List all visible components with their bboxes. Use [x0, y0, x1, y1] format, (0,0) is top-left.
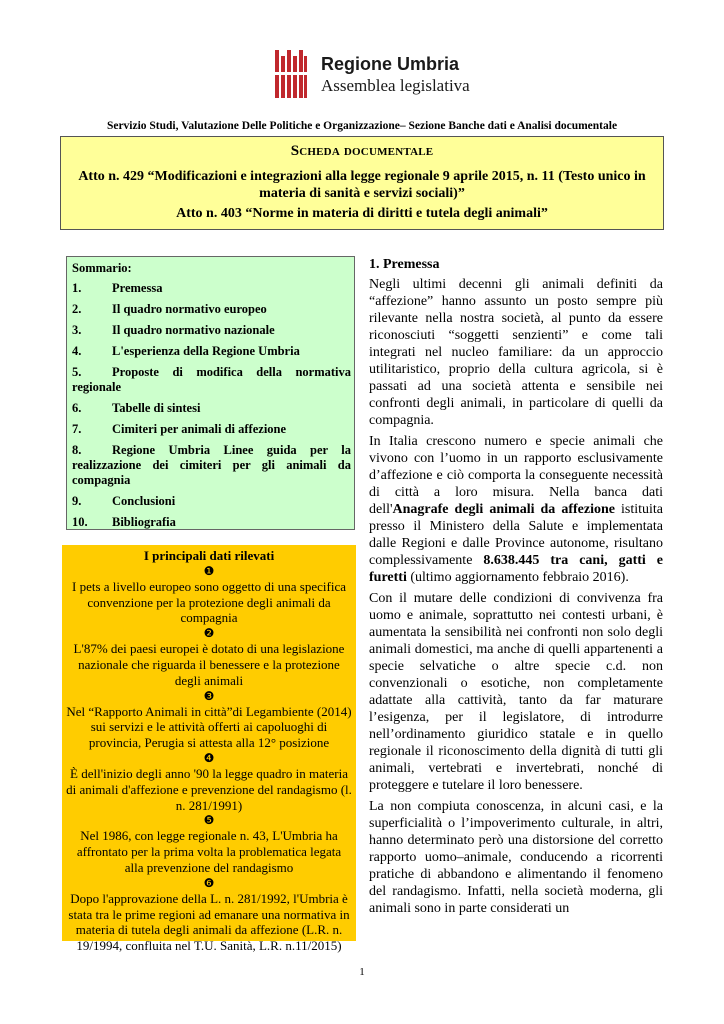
scheda-box	[60, 136, 664, 230]
sommario-item-number: 8.	[72, 443, 82, 457]
premessa-paragraph: Negli ultimi decenni gli animali definiti da “affezione” hanno assunto un posto sempre più rilevante nella nostra società, al punto da essere riconosciuti “soggetti senzienti” e come tali integrati nel nucleo familiare: da un approccio utilitaristico, proprio della cultura agricola, si è passati ad una società attenta e sensibile nei confronti degli animali, in particolare di quelli da compagnia.	[369, 277, 663, 428]
sommario-title: Sommario:	[72, 261, 132, 275]
page-number: 1	[359, 966, 365, 978]
dati-item-text: Nel 1986, con legge regionale n. 43, L'Umbria ha affrontato per la prima volta la problematica legata alla prevenzione del randagismo	[76, 828, 342, 875]
number-2-icon: ❷	[203, 626, 215, 641]
dati-item-text: I pets a livello europeo sono oggetto di una specifica convenzione per la protezione degli animali da compagnia	[71, 578, 346, 626]
premessa-section	[369, 256, 663, 921]
dati-item-text: È dell'inizio degli anno '90 la legge quadro in materia di animali d'affezione e prevenzione del randagismo (l. n. 281/1991)	[66, 765, 352, 813]
sommario-item-label: Il quadro normativo nazionale	[112, 323, 275, 337]
sommario-item	[72, 515, 351, 530]
sommario-item-number: 3.	[72, 323, 82, 337]
number-5-icon: ❺	[203, 813, 215, 828]
sommario-item-number: 1.	[72, 281, 82, 295]
premessa-paragraph: La non compiuta conoscenza, in alcuni casi, e la superficialità o l’impoverimento culturale, in altri, hanno determinato però una distorsione del corretto rapporto uomo–animale, conducendo a ricorrenti pratiche di abbandono e alimentando il fenomeno del randagismo. Infatti, nella società moderna, gli animali sono in parte considerati un	[369, 799, 663, 916]
scheda-heading	[61, 143, 663, 160]
sommario-item-label: Proposte di modifica della normativa regionale	[72, 365, 351, 394]
anagrafe-bold: Anagrafe degli animali da affezione	[392, 502, 615, 517]
atto-403-title: Atto n. 403 “Norme in materia di diritti e tutela degli animali”	[176, 206, 548, 221]
text-run: (ultimo aggiornamento febbraio 2016).	[406, 570, 629, 585]
sommario-item	[72, 323, 351, 338]
service-line: Servizio Studi, Valutazione Delle Politiche e Organizzazione– Sezione Banche dati e Analisi documentale	[106, 120, 618, 132]
sommario-item	[72, 281, 351, 296]
number-4-icon: ❹	[203, 750, 215, 765]
sommario-item-number: 10.	[72, 515, 88, 529]
sommario-item	[72, 422, 351, 437]
sommario-item-label: Bibliografia	[112, 515, 176, 529]
sommario-item	[72, 302, 351, 317]
text-run: In Italia crescono numero e specie animali che vivono con l’uomo in un rapporto esclusivamente d’affezione e ciò comporta la conseguente necessità di città a loro misura. Nella banca dati dell'	[369, 434, 663, 517]
sommario-item-number: 2.	[72, 302, 82, 316]
sommario-item-number: 9.	[72, 494, 82, 508]
dati-title: I principali dati rilevati	[143, 548, 275, 563]
dati-item-text: Dopo l'approvazione della L. n. 281/1992, l'Umbria è stata tra le prime regioni ad emanare una normativa in materia di tutela degli animali da affezione (L.R. n. 19/1994, confluita nel T.U. Sanità, L.R. n.11/2015)	[68, 890, 350, 954]
sommario-item-number: 6.	[72, 401, 82, 415]
logo-mark-icon	[275, 50, 307, 98]
premessa-paragraph	[369, 433, 663, 586]
sommario-item	[72, 401, 351, 416]
sommario-box	[66, 256, 355, 530]
sommario-item-number: 7.	[72, 422, 82, 436]
sommario-item-label: L'esperienza della Regione Umbria	[112, 344, 300, 358]
dati-item-text: Nel “Rapporto Animali in città”di Legambiente (2014) sui servizi e le attività offerti ai capoluoghi di provincia, Perugia si attesta alla 12° posizione	[66, 703, 352, 751]
sommario-item	[72, 443, 351, 488]
sommario-item-label: Conclusioni	[112, 494, 176, 508]
sommario-item-label: Tabelle di sintesi	[112, 401, 201, 415]
number-1-icon: ❶	[203, 563, 215, 578]
count-bold: 8.638.445 tra cani, gatti e furetti	[369, 553, 663, 585]
sommario-item	[72, 365, 351, 395]
regione-umbria-logo	[275, 50, 470, 110]
sommario-item-label: Regione Umbria Linee guida per la realizzazione dei cimiteri per gli animali da compagnia	[72, 443, 351, 487]
scheda-heading-initial: S	[290, 143, 300, 159]
sommario-item-label: Premessa	[112, 281, 163, 295]
premessa-paragraph: Con il mutare delle condizioni di convivenza fra uomo e animale, soprattutto nei contesti urbani, è aumentata la sensibilità nei confronti non solo degli animali domestici, ma anche di quelli appartenenti a specie selvatiche o altre specie c.d. non convenzionali o esotiche, non completamente adattate alla cattività, tanto da far maturare l’esigenza, per il legislatore, di introdurre nell’ordinamento giuridico statale e in quello regionale il riconoscimento della dignità di tutti gli animali, vertebrati e invertebrati, nonché di proteggere e tutelare il loro benessere.	[369, 591, 663, 793]
sommario-item	[72, 344, 351, 359]
scheda-heading-rest: cheda documentale	[299, 143, 434, 159]
number-6-icon: ❻	[203, 875, 215, 890]
dati-item-text: L'87% dei paesi europei è dotato di una legislazione nazionale che riguarda il benessere e la protezione degli animali	[73, 641, 345, 688]
number-3-icon: ❸	[203, 688, 215, 703]
text-run: istituita presso il Ministero della Salute e implementata dalle Regioni e dalle Province autonome, risultano complessivamente	[369, 502, 664, 568]
logo-subtitle: Assemblea legislativa	[321, 76, 470, 95]
sommario-item-number: 5.	[72, 365, 82, 379]
sommario-item-label: Il quadro normativo europeo	[112, 302, 267, 316]
sommario-item-number: 4.	[72, 344, 82, 358]
sommario-item	[72, 494, 351, 509]
sommario-item-label: Cimiteri per animali di affezione	[112, 422, 287, 436]
principali-dati-box	[62, 545, 356, 954]
atto-429-title: Atto n. 429 “Modificazioni e integrazioni alla legge regionale 9 aprile 2015, n. 11 (Testo unico in materia di sanità e servizi sociali)”	[78, 169, 646, 201]
logo-title: Regione Umbria	[321, 54, 460, 74]
premessa-heading: 1. Premessa	[369, 257, 440, 272]
